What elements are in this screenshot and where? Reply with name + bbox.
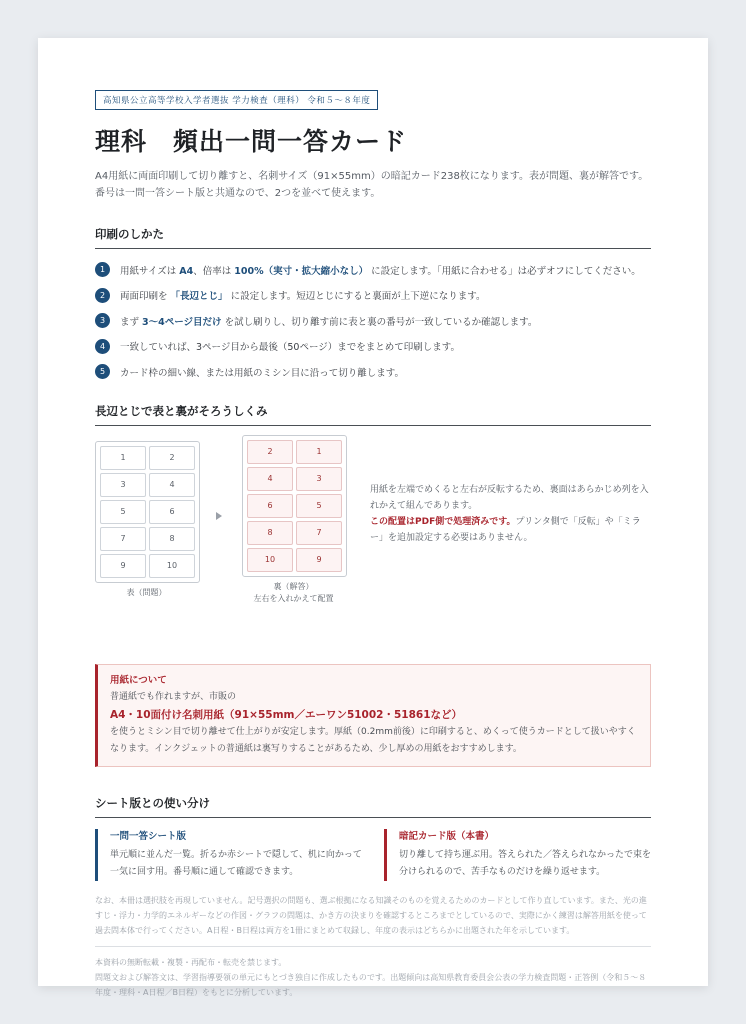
diagram-explanation: [370, 482, 652, 546]
back-caption: [242, 581, 345, 605]
step-number: 3: [95, 313, 110, 328]
front-caption: 表（問題）: [126, 587, 167, 597]
step-text: 用紙サイズは A4、倍率は 100%（実寸・拡大縮小なし） に設定します。「用紙に合わせる」は必ずオフにしてください。: [120, 265, 641, 277]
footer-copyright: 本資料の無断転載・複製・再配布・転売を禁じます。: [95, 957, 287, 967]
arrow-right-icon: [216, 512, 222, 520]
card-cell: 10: [149, 554, 195, 578]
usage-note: なお、本冊は選択肢を再現していません。記号選択の問題も、選ぶ根拠になる知識そのものを覚えるためのカードとして作り直しています。また、光の進すじ・浮力・力学的エネルギーなどの作図・グラフの問題は、かき方の決まりを確認するところまでとしているので、実際にかく練習は解答用紙を使って過去問本体で行ってください。A日程・B日程は両方を1冊にまとめて収録し、年度の表示はどちらかに出題された年を示しています。: [95, 893, 651, 947]
page-content: [95, 88, 651, 1000]
footer-source: 問題文および解答文は、学習指導要領の単元にもとづき独自に作成したものです。出題傾向は高知県教育委員会公表の学力検査問題・正答例（令和５～８年度・理科・A日程／B日程）をもとに分析しています。: [95, 972, 647, 997]
card-cell: 7: [296, 521, 342, 545]
footer: [95, 955, 651, 1000]
step-number: 1: [95, 262, 110, 277]
step-number: 2: [95, 288, 110, 303]
card-version-column: [384, 829, 651, 881]
paper-notice: [95, 664, 651, 767]
card-cell: 9: [296, 548, 342, 572]
intro-text: A4用紙に両面印刷して切り離すと、名刺サイズ（91×55mm）の暗記カード238枚になります。表が問題、裏が解答です。番号は一問一答シート版と共通なので、2つを並べて使えます。: [95, 171, 649, 199]
card-cell: 2: [149, 446, 195, 470]
card-cell: 3: [100, 473, 146, 497]
page-title: 理科 頻出一問一答カード: [95, 127, 408, 156]
compare-section: [95, 795, 651, 947]
notice-title: 用紙について: [110, 674, 167, 686]
sheet-version-text: 単元順に並んだ一覧。折るか赤シートで隠して、机に向かって一気に回す用。番号順に通して確認できます。: [110, 849, 362, 877]
printing-steps: [95, 257, 651, 385]
compare-heading: シート版との使い分け: [95, 795, 651, 818]
step-text: 両面印刷を 「長辺とじ」 に設定します。短辺とじにすると裏面が上下逆になります。: [120, 291, 486, 303]
step-3: [95, 308, 651, 334]
card-cell: 8: [149, 527, 195, 551]
card-cell: 8: [247, 521, 293, 545]
back-card-grid: [247, 440, 342, 572]
card-cell: 10: [247, 548, 293, 572]
card-version-title: 暗記カード版（本書）: [399, 830, 495, 842]
step-number: 4: [95, 339, 110, 354]
card-cell: 4: [247, 467, 293, 491]
layout-heading: 長辺とじで表と裏がそろうしくみ: [95, 403, 651, 426]
notice-recommended-paper: A4・10面付け名刺用紙（91×55mm／エーワン51002・51861など）: [110, 708, 463, 721]
step-5: [95, 359, 651, 385]
duplex-diagram: [95, 434, 651, 634]
card-cell: 6: [247, 494, 293, 518]
back-caption-title: 裏（解答）: [273, 581, 314, 591]
notice-line-2: を使うとミシン目で切り離せて仕上がりが安定します。厚紙（0.2mm前後）に印刷すると、めくって使うカードとして扱いやすくなります。インクジェットの普通紙は裏写りすることがあるため、少し厚めの用紙をおすすめします。: [110, 726, 636, 754]
compare-columns: [95, 829, 651, 881]
card-cell: 1: [296, 440, 342, 464]
step-text: まず 3～4ページ目だけ を試し刷りし、切り離す前に表と裏の番号が一致しているか確認します。: [120, 316, 538, 328]
card-cell: 7: [100, 527, 146, 551]
card-cell: 3: [296, 467, 342, 491]
sheet-version-column: [95, 829, 362, 881]
card-cell: 1: [100, 446, 146, 470]
back-caption-sub: 左右を入れかえて配置: [253, 593, 334, 603]
printing-heading: 印刷のしかた: [95, 226, 651, 249]
explanation-highlight: この配置はPDF側で処理済みです。: [370, 516, 516, 527]
printing-section: [95, 226, 651, 385]
front-card-sheet: [95, 441, 200, 583]
exam-tag: 高知県公立高等学校入学者選抜 学力検査（理科） 令和５～８年度: [95, 90, 378, 110]
card-cell: 2: [247, 440, 293, 464]
card-cell: 9: [100, 554, 146, 578]
step-4: [95, 334, 651, 360]
front-card-grid: [100, 446, 195, 578]
notice-line-1: 普通紙でも作れますが、市販の: [110, 691, 237, 702]
layout-section: [95, 403, 651, 634]
step-number: 5: [95, 364, 110, 379]
step-text: カード枠の細い線、または用紙のミシン目に沿って切り離します。: [120, 367, 405, 379]
card-cell: 4: [149, 473, 195, 497]
card-version-text: 切り離して持ち運ぶ用。答えられた／答えられなかったで束を分けられるので、苦手なものだけを繰り返せます。: [399, 849, 652, 877]
back-card-sheet: [242, 435, 347, 577]
card-cell: 6: [149, 500, 195, 524]
card-cell: 5: [100, 500, 146, 524]
explanation-text-2: プリンタ側で「反転」や「ミラー」を追加設定する必要はありません。: [370, 516, 641, 543]
sheet-version-title: 一問一答シート版: [110, 830, 187, 842]
step-text: 一致していれば、3ページ目から最後（50ページ）までをまとめて印刷します。: [120, 342, 460, 354]
step-1: [95, 257, 651, 283]
document-page: [38, 38, 708, 997]
explanation-text: 用紙を左端でめくると左右が反転するため、裏面はあらかじめ列を入れかえて組んであります。: [370, 484, 649, 511]
card-cell: 5: [296, 494, 342, 518]
step-2: [95, 283, 651, 309]
